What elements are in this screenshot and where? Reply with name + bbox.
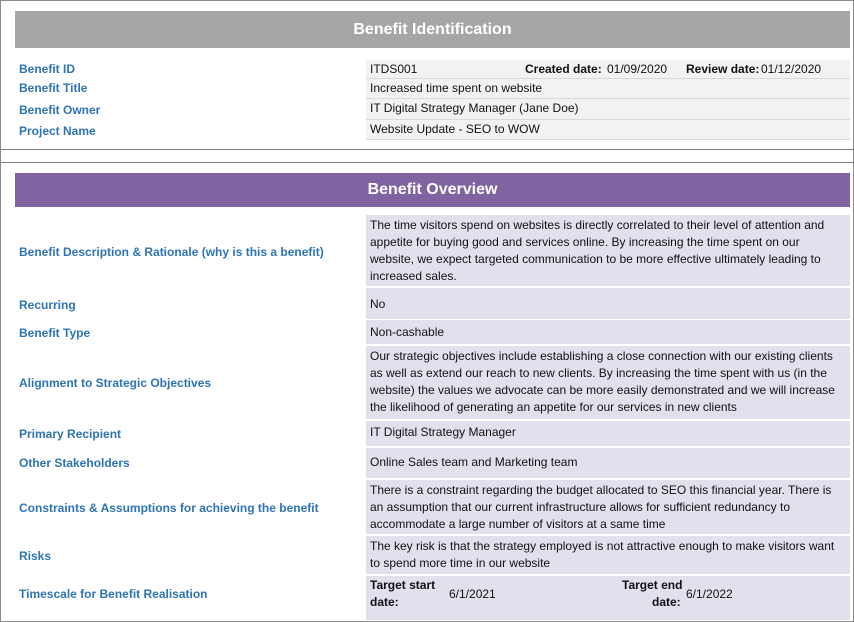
risks-value: The key risk is that the strategy employed is not attractive enough to make visitors want to spend more time in our website bbox=[366, 536, 850, 575]
benefit-title-value: Increased time spent on website bbox=[366, 79, 850, 99]
recurring-value: No bbox=[366, 288, 850, 320]
benefit-id-value: ITDS001 bbox=[370, 62, 418, 76]
target-end-label: Target end bbox=[622, 578, 683, 592]
target-end-label-date: date: bbox=[652, 595, 681, 609]
other-stakeholders-value: Online Sales team and Marketing team bbox=[366, 448, 850, 479]
benefit-title-label: Benefit Title bbox=[19, 81, 88, 95]
benefit-id-row bbox=[366, 60, 850, 79]
identification-header: Benefit Identification bbox=[15, 11, 850, 48]
benefit-owner-value: IT Digital Strategy Manager (Jane Doe) bbox=[366, 99, 850, 120]
primary-recipient-value: IT Digital Strategy Manager bbox=[366, 421, 850, 447]
overview-header: Benefit Overview bbox=[15, 173, 850, 207]
description-value: The time visitors spend on websites is directly correlated to their level of attention and appetite for buying good and services online. By increasing the time spent on our website, we expect targeted communication to be more effective ultimately leading to increased sales. bbox=[366, 215, 850, 287]
target-start-label-date: date: bbox=[370, 595, 399, 609]
project-name-value: Website Update - SEO to WOW bbox=[366, 120, 850, 140]
section-divider-top bbox=[1, 149, 854, 150]
target-end-value: 6/1/2022 bbox=[686, 587, 733, 601]
other-stakeholders-label: Other Stakeholders bbox=[19, 456, 130, 470]
benefit-owner-label: Benefit Owner bbox=[19, 103, 101, 117]
benefit-type-label: Benefit Type bbox=[19, 326, 91, 340]
constraints-label: Constraints & Assumptions for achieving the benefit bbox=[19, 501, 319, 515]
benefit-type-value: Non-cashable bbox=[366, 320, 850, 345]
target-start-value: 6/1/2021 bbox=[449, 587, 496, 601]
constraints-value: There is a constraint regarding the budget allocated to SEO this financial year. There is an assumption that our current infrastructure allows for sufficient redundancy to accommodate a large number of visitors at a same time bbox=[366, 480, 850, 535]
created-date-label: Created date: bbox=[525, 62, 602, 76]
timescale-row bbox=[366, 576, 850, 620]
timescale-label: Timescale for Benefit Realisation bbox=[19, 587, 208, 601]
review-date-label: Review date: bbox=[686, 62, 760, 76]
alignment-label: Alignment to Strategic Objectives bbox=[19, 376, 212, 390]
target-start-label: Target start bbox=[370, 578, 436, 592]
created-date-value: 01/09/2020 bbox=[607, 62, 668, 76]
alignment-value: Our strategic objectives include establishing a close connection with our existing clients as well as extend our reach to new clients. By increasing the time spent with us (in the website) the values we advocate can be more easily demonstrated and we will increase the likelihood of generating an appetite for our services in new clients bbox=[366, 346, 850, 420]
section-divider-bottom bbox=[1, 162, 854, 163]
review-date-value: 01/12/2020 bbox=[761, 62, 822, 76]
recurring-label: Recurring bbox=[19, 298, 76, 312]
risks-label: Risks bbox=[19, 549, 52, 563]
description-label: Benefit Description & Rationale (why is this a benefit) bbox=[19, 245, 324, 259]
benefit-id-label: Benefit ID bbox=[19, 62, 76, 76]
project-name-label: Project Name bbox=[19, 124, 96, 138]
primary-recipient-label: Primary Recipient bbox=[19, 427, 122, 441]
